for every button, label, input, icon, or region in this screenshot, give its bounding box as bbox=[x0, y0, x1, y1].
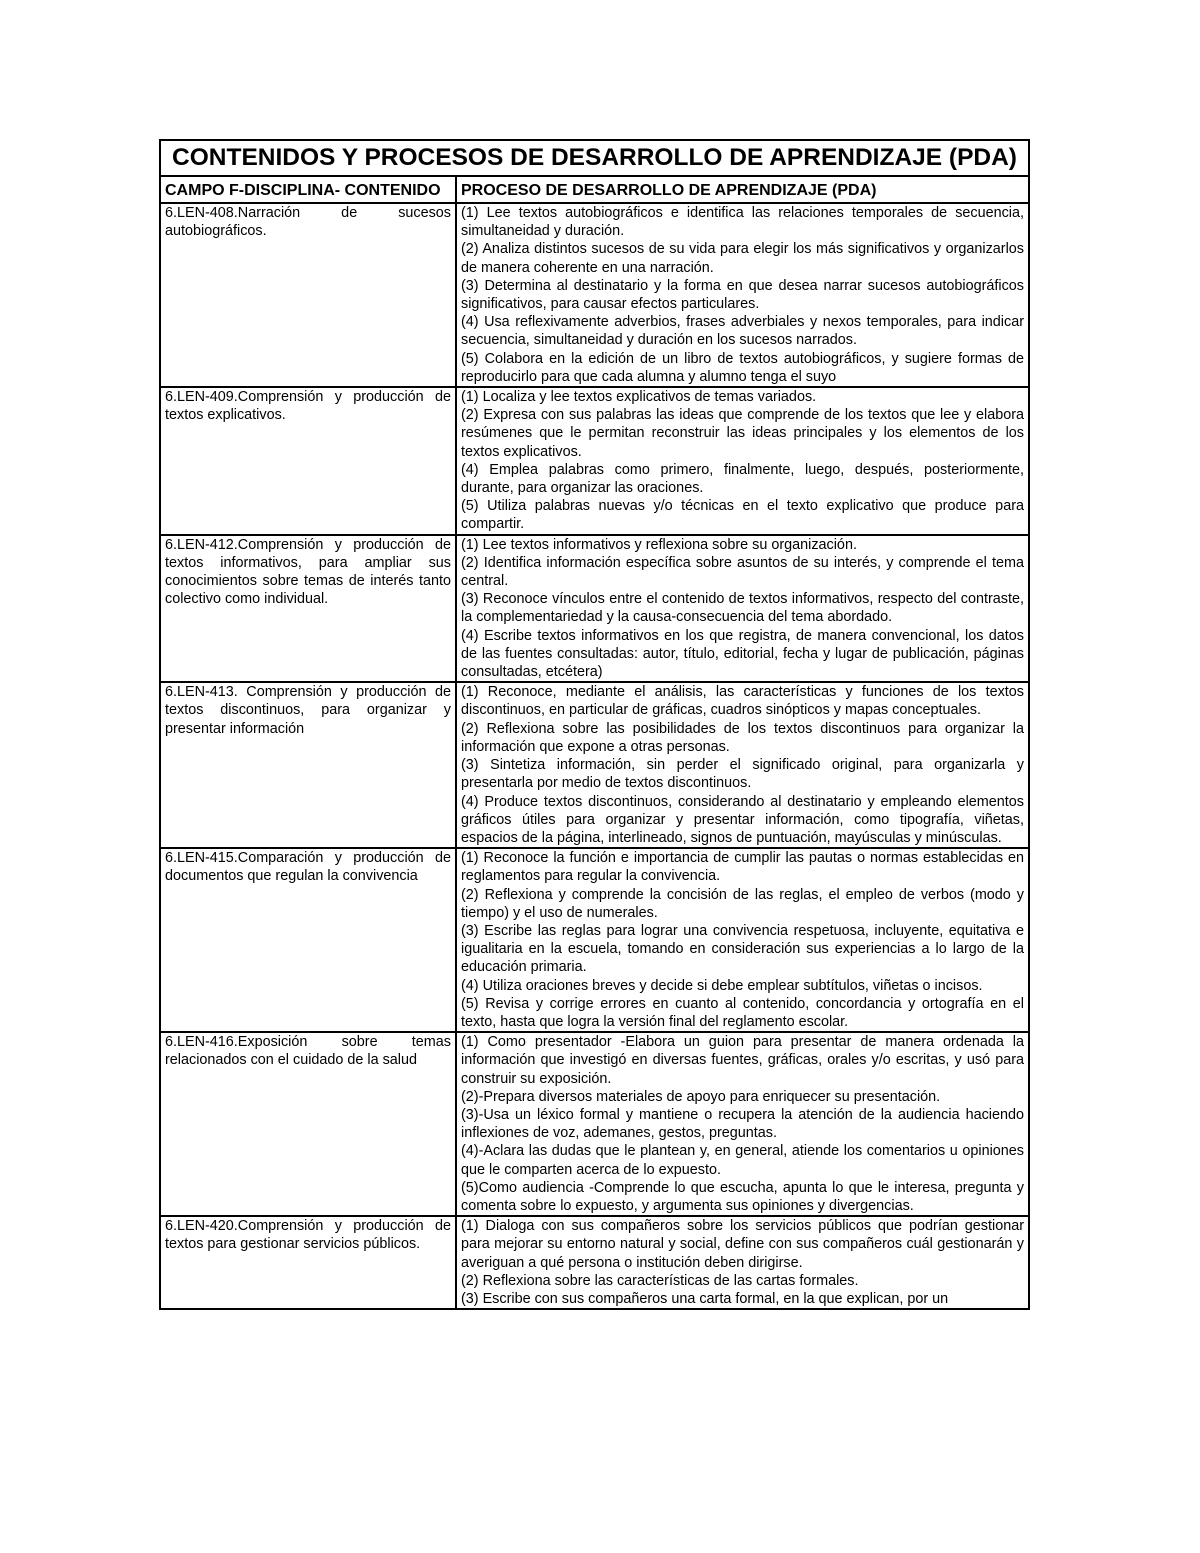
pda-cell bbox=[456, 535, 1029, 683]
pda-item: (5) Utiliza palabras nuevas y/o técnicas en el texto explicativo que produce para compartir. bbox=[461, 498, 1024, 533]
pda-item: (3)-Usa un léxico formal y mantiene o recupera la atención de la audiencia haciendo inflexiones de voz, ademanes, gestos, preguntas. bbox=[461, 1106, 1024, 1142]
pda-item: (2) Expresa con sus palabras las ideas que comprende de los textos que lee y elabora resúmenes que le permitan reconstruir las ideas principales y los elementos de los textos explicativos. bbox=[461, 407, 1024, 460]
table-row bbox=[160, 535, 1029, 683]
contenido-cell: 6.LEN-412.Comprensión y producción de textos informativos, para ampliar sus conocimientos sobre temas de interés tanto colectivo como individual. bbox=[160, 535, 456, 683]
pda-item: (4) Produce textos discontinuos, considerando al destinatario y empleando elementos gráficos útiles para organizar y presentar información, como tipografía, viñetas, espacios de la página, interlineado, signos de puntuación, mayúsculas y minúsculas. bbox=[461, 793, 1024, 846]
pda-cell bbox=[456, 203, 1029, 387]
pda-item: (5) Revisa y corrige errores en cuanto al contenido, concordancia y ortografía en el texto, hasta que logra la versión final del reglamento escolar. bbox=[461, 995, 1024, 1030]
contenido-cell: 6.LEN-408.Narración de sucesos autobiográficos. bbox=[160, 203, 456, 387]
pda-item: (1) Como presentador -Elabora un guion para presentar de manera ordenada la información que investigó en diversas fuentes, gráficas, orales y/o escritas, y usó para construir su exposición. bbox=[461, 1034, 1024, 1087]
pda-item: (2) Analiza distintos sucesos de su vida para elegir los más significativos y organizarlos de manera coherente en una narración. bbox=[461, 241, 1024, 276]
pda-cell bbox=[456, 387, 1029, 535]
contenido-cell: 6.LEN-420.Comprensión y producción de textos para gestionar servicios públicos. bbox=[160, 1216, 456, 1309]
pda-table bbox=[159, 139, 1030, 1310]
table-body bbox=[160, 140, 1029, 1309]
pda-cell bbox=[456, 1216, 1029, 1309]
table-row bbox=[160, 1032, 1029, 1216]
pda-item: (2)-Prepara diversos materiales de apoyo para enriquecer su presentación. bbox=[461, 1088, 941, 1105]
pda-cell bbox=[456, 1032, 1029, 1216]
pda-item: (1) Reconoce la función e importancia de cumplir las pautas o normas establecidas en reglamentos para regular la convivencia. bbox=[461, 850, 1024, 885]
pda-item: (1) Reconoce, mediante el análisis, las características y funciones de los textos discontinuos, en particular de gráficas, cuadros sinópticos y mapas conceptuales. bbox=[461, 684, 1024, 719]
header-row bbox=[160, 176, 1029, 203]
pda-item: (4) Emplea palabras como primero, finalmente, luego, después, posteriormente, durante, para organizar las oraciones. bbox=[461, 461, 1024, 497]
pda-item: (4)-Aclara las dudas que le plantean y, en general, atiende los comentarios u opiniones que le comparten acerca de lo expuesto. bbox=[461, 1143, 1024, 1178]
column-header-pda: PROCESO DE DESARROLLO DE APRENDIZAJE (PDA) bbox=[456, 176, 1029, 203]
pda-item: (3) Escribe con sus compañeros una carta formal, en la que explican, por un bbox=[461, 1290, 949, 1307]
pda-item: (1) Localiza y lee textos explicativos de temas variados. bbox=[461, 389, 817, 406]
pda-item: (1) Dialoga con sus compañeros sobre los servicios públicos que podrían gestionar para mejorar su entorno natural y social, define con sus compañeros cuál gestionarán y averiguan a qué persona o institución deben dirigirse. bbox=[461, 1218, 1024, 1271]
pda-item: (4) Escribe textos informativos en los que registra, de manera convencional, los datos de las fuentes consultadas: autor, título, editorial, fecha y lugar de publicación, páginas consultadas, etcétera) bbox=[461, 627, 1024, 681]
pda-item: (4) Utiliza oraciones breves y decide si debe emplear subtítulos, viñetas o incisos. bbox=[461, 977, 983, 994]
pda-item: (3) Sintetiza información, sin perder el significado original, para organizarla y presentarla por medio de textos discontinuos. bbox=[461, 757, 1024, 792]
document-title: CONTENIDOS Y PROCESOS DE DESARROLLO DE APRENDIZAJE (PDA) bbox=[160, 140, 1029, 176]
pda-item: (4) Usa reflexivamente adverbios, frases adverbiales y nexos temporales, para indicar secuencia, simultaneidad y duración en los sucesos narrados. bbox=[461, 314, 1024, 349]
table-row bbox=[160, 848, 1029, 1032]
pda-cell bbox=[456, 848, 1029, 1032]
title-row bbox=[160, 140, 1029, 176]
contenido-cell: 6.LEN-409.Comprensión y producción de textos explicativos. bbox=[160, 387, 456, 535]
table-row bbox=[160, 387, 1029, 535]
pda-item: (2) Reflexiona sobre las características de las cartas formales. bbox=[461, 1272, 859, 1289]
pda-item: (5) Colabora en la edición de un libro de textos autobiográficos, y sugiere formas de reproducirlo para que cada alumna y alumno tenga el suyo bbox=[461, 350, 1024, 385]
contenido-cell: 6.LEN-413. Comprensión y producción de textos discontinuos, para organizar y presentar información bbox=[160, 682, 456, 848]
pda-item: (3) Escribe las reglas para lograr una convivencia respetuosa, incluyente, equitativa e igualitaria en la escuela, tomando en consideración sus experiencias a lo largo de la educación primaria. bbox=[461, 922, 1024, 976]
contenido-cell: 6.LEN-415.Comparación y producción de documentos que regulan la convivencia bbox=[160, 848, 456, 1032]
pda-item: (3) Determina al destinatario y la forma en que desea narrar sucesos autobiográficos significativos, para causar efectos particulares. bbox=[461, 277, 1024, 313]
column-header-contenido: CAMPO F-DISCIPLINA- CONTENIDO bbox=[160, 176, 456, 203]
table-row bbox=[160, 682, 1029, 848]
contenido-cell: 6.LEN-416.Exposición sobre temas relacionados con el cuidado de la salud bbox=[160, 1032, 456, 1216]
pda-cell bbox=[456, 682, 1029, 848]
table-row bbox=[160, 1216, 1029, 1309]
pda-item: (3) Reconoce vínculos entre el contenido de textos informativos, respecto del contraste, la complementariedad y la causa-consecuencia del tema abordado. bbox=[461, 591, 1024, 626]
pda-item: (5)Como audiencia -Comprende lo que escucha, apunta lo que le interesa, pregunta y comenta sobre lo expuesto, y argumenta sus opiniones y divergencias. bbox=[461, 1179, 1024, 1214]
pda-item: (2) Reflexiona sobre las posibilidades de los textos discontinuos para organizar la información que expone a otras personas. bbox=[461, 720, 1024, 755]
pda-item: (1) Lee textos autobiográficos e identifica las relaciones temporales de secuencia, simultaneidad y duración. bbox=[461, 205, 1024, 240]
pda-item: (2) Identifica información específica sobre asuntos de su interés, y comprende el tema central. bbox=[461, 554, 1024, 590]
table-row bbox=[160, 203, 1029, 387]
pda-item: (1) Lee textos informativos y reflexiona sobre su organización. bbox=[461, 536, 857, 553]
pda-item: (2) Reflexiona y comprende la concisión de las reglas, el empleo de verbos (modo y tiempo) y el uso de numerales. bbox=[461, 886, 1024, 921]
